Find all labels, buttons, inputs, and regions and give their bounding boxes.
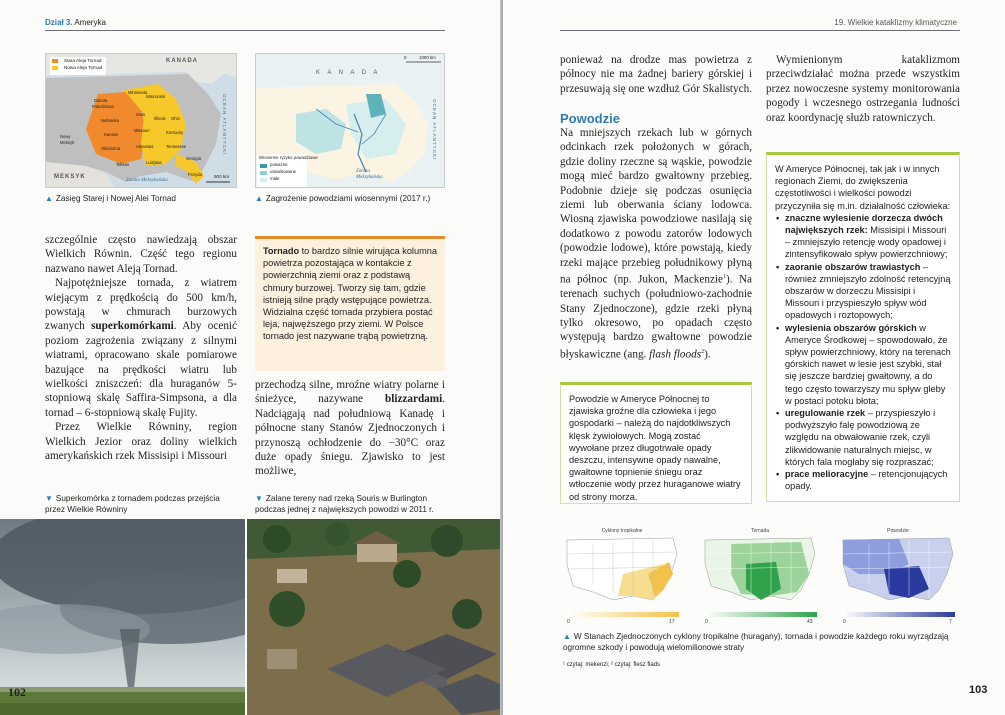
caption-triangle-icon: ▲ bbox=[255, 194, 263, 203]
floods-info-box: Powodzie w Ameryce Północnej to zjawiska groźne dla człowieka i jego gospodarki – należą do najdotkliwszych klęsk żywiołowych. Mogą zostać wywołane przez długotrwałe opady deszczu, intensywne opady nawalne, gwałtowne topnienie śniegu oraz wtłoczenie wody przez huraganowe wiatry od strony morza. bbox=[560, 382, 752, 504]
section-heading-floods: Powodzie bbox=[560, 111, 620, 126]
label-atlantic-2: OCEAN ATLANTYCKI bbox=[432, 99, 437, 161]
legend-scale-tornadoes bbox=[705, 612, 817, 617]
list-item bbox=[775, 212, 951, 261]
cause-3-text: w Ameryce Środkowej – spowodowało, że spływ powierzchniowy, który na terenach górskich nawet w lesie jest szybki, stał się jeszcze bardziej gwałtowny, a do tego często towarzyszy mu spływ gleby w postaci potoku błota; bbox=[785, 322, 951, 406]
blizzard-end: . Nadciągają nad południową Kanadę i północne stany Stanów Zjednoczonych i przynoszą ochłodzenie do −30°C oraz duże opady śniegu. Zjawisko to jest możliwe, bbox=[255, 393, 446, 478]
supercell-photo-graphic bbox=[0, 519, 245, 715]
scale-min: 0 bbox=[843, 619, 846, 625]
scale-max: 17 bbox=[669, 619, 675, 625]
list-item bbox=[775, 322, 951, 407]
svg-text:Minnesota: Minnesota bbox=[128, 90, 148, 95]
photo1-caption bbox=[45, 494, 240, 515]
footnote-ref-2: 2 bbox=[701, 348, 705, 355]
floods-text-2: ). Na terenach suchych (południowo-zachodnie Stany Zjednoczone), gdzie rzeki płyną tylko okresowo, po opadach często występują bardzo gwałtowne powodzie błyskawiczne (ang. bbox=[560, 273, 752, 361]
tornado-alley-map-graphic bbox=[46, 54, 237, 188]
label-gulf: Zatoka Meksykańska bbox=[126, 178, 168, 183]
paragraph-blizzard bbox=[255, 378, 445, 479]
chapter-title-header: 19. Wielkie kataklizmy klimatyczne bbox=[834, 18, 957, 27]
paragraph-3: Przez Wielkie Równiny, region Wielkich Jezior oraz doliny wielkich amerykańskich rzek Missisipi i Missouri bbox=[45, 421, 237, 463]
cause-2-text: – również zmniejszyło zdolność retencyjną obszarów w dorzeczu Missisipi i Missouri i przyspieszyło spływ wód opadowych i roztopowych; bbox=[785, 261, 951, 321]
left-column-1 bbox=[45, 233, 237, 464]
legend-scale-floods bbox=[843, 612, 955, 617]
list-item bbox=[775, 468, 951, 492]
causes-list bbox=[775, 212, 951, 493]
legend-old-alley: Stara Aleja Tornad bbox=[64, 58, 102, 63]
svg-text:Teksas: Teksas bbox=[116, 162, 130, 167]
legend-new-alley: Nowa Aleja Tornad bbox=[64, 65, 103, 70]
p2-end: . Aby ocenić poziom zagrożenia związany z silnymi wiatrami, opracowano skale pomiarowe bazujące na prędkości wiatru lub wielkości zniszczeń: dla huraganów 5-stopniową skalę Saffira-Simpsona, a dla tornad – 6-stopniową skalę Fujity. bbox=[45, 320, 238, 419]
photo1-caption-text: Superkomórka z tornadem podczas przejścia przez Wielkie Równiny bbox=[45, 494, 220, 514]
minimap-title: Tornada bbox=[750, 528, 770, 534]
list-item bbox=[775, 407, 951, 468]
caption-triangle-down-icon: ▼ bbox=[45, 494, 53, 503]
scale-max: 7 bbox=[949, 619, 952, 625]
minimaps-caption-text: W Stanach Zjednoczonych cyklony tropikalne (huragany), tornada i powodzie każdego roku wyrządzają ogromne szkody i powodują wielomilionowe straty bbox=[563, 632, 949, 652]
map2-scale-zero: 0 bbox=[404, 55, 407, 60]
flood-photo-graphic bbox=[247, 519, 500, 715]
map2-caption-text: Zagrożenie powodziami wiosennymi (2017 r.) bbox=[265, 194, 431, 203]
section-label: Dział 3. bbox=[45, 18, 73, 27]
footnote: ¹ czytaj: mekenzi; ² czytaj: flesz flads bbox=[563, 662, 661, 668]
map1-scale: 500 km bbox=[214, 174, 230, 179]
minimap-title: Cyklony tropikalne bbox=[601, 528, 643, 534]
paragraph-2 bbox=[45, 276, 237, 420]
flood-legend-title: Wiosenne ryzyko powodziowe bbox=[259, 155, 318, 160]
tornado-alley-map bbox=[45, 53, 237, 188]
scale-min: 0 bbox=[567, 619, 570, 625]
left-column-2 bbox=[255, 378, 445, 479]
svg-text:Oklahoma: Oklahoma bbox=[101, 146, 121, 151]
svg-text:Ohio: Ohio bbox=[171, 116, 180, 121]
caption-triangle-icon: ▲ bbox=[45, 194, 53, 203]
svg-text:Arkansas: Arkansas bbox=[136, 144, 154, 149]
svg-text:Południowa: Południowa bbox=[92, 104, 114, 109]
scale-min: 0 bbox=[705, 619, 708, 625]
svg-text:Tennessee: Tennessee bbox=[166, 144, 187, 149]
tornado-definition-box bbox=[255, 236, 445, 371]
chapter-header bbox=[45, 18, 106, 27]
right-column-1-floods bbox=[560, 126, 752, 362]
list-item bbox=[775, 261, 951, 322]
svg-text:Illinois: Illinois bbox=[154, 116, 166, 121]
term-blizzardy: blizzardami bbox=[385, 393, 443, 406]
map2-scale-km: 1000 km bbox=[419, 55, 436, 60]
minimap-floods bbox=[839, 528, 957, 625]
label-canada: KANADA bbox=[166, 58, 198, 64]
cause-5-text: – retencjonujących opady. bbox=[785, 469, 948, 492]
term-tornado: Tornado bbox=[263, 246, 300, 256]
map1-caption bbox=[45, 194, 245, 205]
label-canada-2: K A N A D A bbox=[316, 70, 381, 76]
svg-text:Georgia: Georgia bbox=[186, 156, 201, 161]
flood-photo bbox=[247, 519, 500, 715]
svg-text:Iowa: Iowa bbox=[136, 112, 145, 117]
right-page bbox=[503, 0, 1005, 715]
cause-5-title: prace melioracyjne bbox=[785, 469, 869, 480]
paragraph-continuation: ponieważ na drodze mas powietrza z północy nie ma żadnej bariery górskiej i przesuwają się one wzdłuż Gór Skalistych. bbox=[560, 54, 752, 95]
page-number-left: 102 bbox=[8, 685, 26, 699]
minimap-cyclones bbox=[563, 528, 681, 625]
minimap-tornadoes-graphic bbox=[701, 534, 819, 608]
svg-text:Nowy: Nowy bbox=[60, 134, 71, 139]
photo2-caption bbox=[255, 494, 455, 515]
cause-4-text: – przyspieszyło i podwyższyło falę powodziową ze względu na obwałowanie rzek, czyli zlikwidowanie naturalnych miejsc, w których fala mogłaby się rozpraszać; bbox=[785, 408, 936, 467]
header-rule bbox=[45, 30, 445, 31]
label-mexico: MEKSYK bbox=[54, 174, 86, 180]
cause-1-title: znaczne wylesienie dorzecza dwóch największych rzek: bbox=[785, 212, 943, 236]
header-rule bbox=[560, 30, 960, 31]
svg-text:Meksyk: Meksyk bbox=[60, 140, 75, 145]
minimap-title: Powodzie bbox=[887, 528, 909, 534]
footnote-ref-1: 1 bbox=[723, 274, 726, 281]
minimap-cyclones-graphic bbox=[563, 534, 681, 608]
cause-4-title: uregulowanie rzek bbox=[785, 408, 866, 419]
minimaps-caption bbox=[563, 632, 958, 653]
legend-scale-cyclones bbox=[567, 612, 679, 617]
page-number-right: 103 bbox=[969, 684, 988, 696]
svg-text:Nebraska: Nebraska bbox=[101, 118, 119, 123]
photo2-caption-text: Zalane tereny nad rzeką Souris w Burlington podczas jednej z największych powodzi w 2011 r. bbox=[255, 494, 434, 514]
tornado-definition-text: to bardzo silnie wirująca kolumna powietrza pozostająca w kontakcie z powierzchnią ziemi oraz z podstawą chmury burzowej. Tworzy się tam, gdzie istnieją silne prądy wstępujące powietrza. Widzialna część tornada przybiera postać leja, najwęższego przy ziemi. W Polsce tornado jest nazywane trąbą powietrzną. bbox=[263, 246, 437, 342]
flood-risk-map bbox=[255, 53, 445, 188]
caption-triangle-down-icon: ▼ bbox=[255, 494, 263, 503]
causes-intro: W Ameryce Północnej, tak jak i w innych regionach Ziemi, do zwiększenia częstotliwości i wielkości powodzi przyczyniła się m.in. działalność człowieka: bbox=[775, 164, 951, 211]
paragraph-prevention: Wymienionym kataklizmom przeciwdziałać można przede wszystkim przez nowoczesne systemy monitorowania pogody i wczesnego ostrzegania ludności oraz koordynację służb ratowniczych. bbox=[766, 54, 960, 124]
minimap-tornadoes bbox=[701, 528, 819, 625]
p2-start: Najpotężniejsze tornada, z wiatrem wiejącym z prędkością do 500 km/h, powstają w chmurach burzowych zwanych bbox=[45, 277, 237, 333]
term-flash-floods: flash floods bbox=[649, 348, 702, 361]
minimap-floods-graphic bbox=[839, 534, 957, 608]
flood-legend-severe: poważne bbox=[270, 162, 288, 167]
svg-text:Kentucky: Kentucky bbox=[166, 130, 184, 135]
right-column-1-top bbox=[560, 53, 752, 96]
svg-text:Dakota: Dakota bbox=[94, 98, 108, 103]
blizzard-start: przechodzą silne, mroźne wiatry polarne i śnieżyce, nazywane bbox=[255, 379, 445, 406]
svg-text:Luizjana: Luizjana bbox=[146, 160, 162, 165]
floods-text-1: Na mniejszych rzekach lub w górnych odcinkach rzek położonych w górach, gdzie doliny rzeczne są wąskie, powodzie mogą mieć bardzo gwałtowny przebieg. Podobnie dzieje się podczas osunięcia ziemi lub oberwania ściany lodowca. Wiosną zjawiska powodziowe nasilają się dodatkowo z powodu zatorów lodowych (powodzie lodowe), które powstają, kiedy rzeki mające przebieg południkowy płyną na północ (np. Jukon, Mackenzie bbox=[560, 127, 752, 286]
label-atlantic: OCEAN ATLANTYCKI bbox=[222, 94, 227, 156]
cause-2-title: zaoranie obszarów trawiastych bbox=[785, 261, 921, 272]
svg-text:Kansas: Kansas bbox=[104, 132, 118, 137]
section-name: Ameryka bbox=[74, 18, 106, 27]
right-column-2-top bbox=[766, 53, 960, 125]
flood-legend-low: małe bbox=[270, 176, 280, 181]
caption-triangle-icon: ▲ bbox=[563, 632, 571, 641]
cause-1-text: Missisipi i Missouri – zmniejszyło retencję wody opadowej i zintensyfikowało spływ powierzchniowy; bbox=[785, 225, 948, 260]
cause-3-title: wylesienia obszarów górskich bbox=[785, 322, 917, 333]
map1-caption-text: Zasięg Starej i Nowej Alei Tornad bbox=[55, 194, 176, 203]
paragraph-1: szczególnie często nawiedzają obszar Wielkich Równin. Część tego regionu nazwano nawet Aleją Tornad. bbox=[45, 234, 237, 275]
scale-max: 43 bbox=[807, 619, 813, 625]
human-causes-box bbox=[766, 152, 960, 502]
supercell-photo bbox=[0, 519, 245, 715]
svg-text:Floryda: Floryda bbox=[188, 172, 202, 177]
svg-text:Missouri: Missouri bbox=[134, 128, 150, 133]
floods-text-3: ). bbox=[704, 348, 711, 361]
map2-caption bbox=[255, 194, 455, 205]
label-gulf-2: Zatoka Meksykańska bbox=[356, 169, 383, 180]
term-superkomorki: superkomórkami bbox=[91, 320, 174, 333]
svg-text:Wisconsin: Wisconsin bbox=[146, 94, 166, 99]
flood-legend-moderate: umiarkowane bbox=[270, 169, 297, 174]
paragraph-floods bbox=[560, 126, 752, 362]
left-page bbox=[0, 0, 500, 715]
